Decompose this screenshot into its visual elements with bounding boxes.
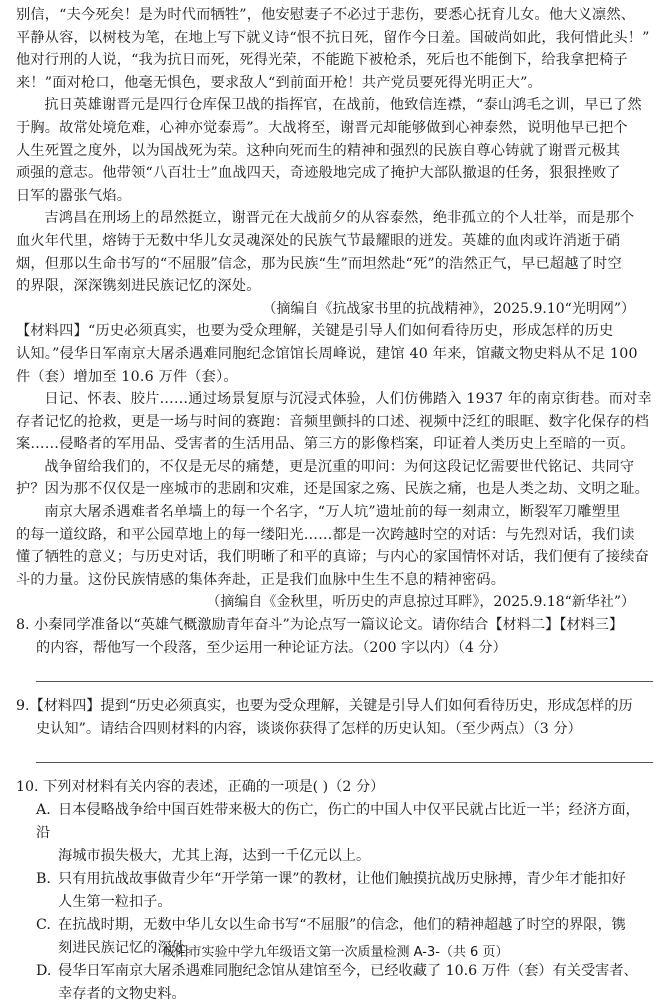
text-line: 护？因为那不仅仅是一座城市的悲剧和灾难，还是国家之殇、民族之痛，也是人类之劫、文明之耻。: [16, 481, 650, 498]
option-b[interactable]: [16, 868, 653, 891]
question-8: [16, 614, 653, 689]
page-footer: 咸阳市实验中学九年级语文第一次质量检测 A-3-（共 6 页）: [162, 945, 509, 960]
text-line: 来！”面对枪口，他毫无惧色，要求敌人“到前面开枪！共产党员要死得光明正大”。: [16, 74, 542, 91]
text-line: 日记、怀表、胶片……通过场景复原与沉浸式体验，人们仿佛踏入 1937 年的南京街巷。而对幸: [44, 391, 652, 408]
text-line: 他对行刑的人说，“我为抗日而死，死得光荣，不能跪下被枪杀，死后也不能倒下，给我拿把椅子: [16, 52, 628, 69]
question-text: 史认知”。请结合四则材料的内容，谈谈你获得了怎样的历史认知。（至少两点）（3 分）: [36, 720, 582, 737]
question-text: 10. 下列对材料有关内容的表述，正确的一项是( )（2 分）: [16, 779, 385, 796]
option-text: 人生第一粒扣子。: [58, 894, 172, 910]
text-line: 的界限，深深镌刻进民族记忆的深处。: [16, 278, 261, 295]
option-text: 刻进民族记忆的深处。: [58, 940, 200, 956]
answer-line: [36, 681, 653, 682]
text-line: 别信，“夫今死矣！是为时代而牺牲”，他安慰妻子不必过于悲伤，要悉心抚育儿女。他大义凛然、: [16, 7, 636, 23]
source-citation: （摘编自《金秋里，听历史的声息掠过耳畔》，2025.9.18“新华社”）: [206, 594, 635, 611]
option-label: B.: [36, 871, 51, 887]
question-10: [16, 776, 653, 1006]
question-text: 的内容，帮他写一个段落，至少运用一种论证方法。（200 字以内）（4 分）: [36, 639, 507, 656]
option-c[interactable]: [16, 914, 653, 937]
answer-line: [36, 762, 653, 763]
text-line: 人生死置之度外，以为国战死为荣。这种向死而生的精神和强烈的民族自尊心铸就了谢晋元极其: [16, 142, 621, 159]
text-line: 的每一道纹路，和平公园草地上的每一缕阳光……都是一次跨越时空的对话：与先烈对话，我们读: [16, 526, 635, 543]
text-line: 案……侵略者的军用品、受害者的生活用品、第三方的影像档案，印证着人类历史上至暗的一页。: [16, 436, 635, 453]
text-line: 南京大屠杀遇难者名单墙上的每一个名字，“万人坑”遗址前的每一刻肃立，断裂军刀雕塑里: [44, 504, 621, 521]
option-text: 幸存者的文物史料。: [58, 986, 186, 1002]
text-line: 存者记忆的抢救，更是一场与时间的赛跑：音频里颤抖的口述、视频中泛红的眼眶、数字化保存的档: [16, 413, 650, 430]
option-label: D.: [36, 963, 52, 979]
text-line: 斗的力量。这份民族情感的集体奔赴，正是我们血脉中生生不息的精神密码。: [16, 571, 506, 588]
text-line: 【材料四】“历史必须真实，也要为受众理解，关键是引导人们如何看待历史，形成怎样的历史: [16, 323, 614, 340]
source-citation: （摘编自《抗战家书里的抗战精神》，2025.9.10“光明网”）: [262, 300, 635, 317]
text-line: 平静从容，以树枝为笔，在地上写下就义诗“恨不抗日死，留作今日羞。国破尚如此，我何惜此头！”: [16, 29, 650, 46]
option-a[interactable]: [16, 799, 653, 845]
text-line: 吉鸿昌在刑场上的昂然挺立，谢晋元在大战前夕的从容泰然，绝非孤立的个人壮举，而是那个: [44, 210, 635, 227]
text-line: 抗日英雄谢晋元是四行仓库保卫战的指挥官，在战前，他致信连襟，“泰山鸿毛之训，早已了然: [44, 97, 642, 114]
text-line: 顽强的意志。他带领“八百壮士”血战四天，奇迹般地完成了掩护大部队撤退的任务，狠狠挫败了: [16, 165, 621, 182]
text-line: 件（套）增加至 10.6 万件（套）。: [16, 368, 238, 385]
material-four: [16, 320, 653, 614]
answer-area[interactable]: [16, 740, 653, 770]
option-text: 日本侵略战争给中国百姓带来极大的伤亡，伤亡的中国人中仅平民就占比近一半；经济方面，沿: [36, 802, 640, 841]
option-text: 侵华日军南京大屠杀遇难同胞纪念馆从建馆至今，已经收藏了 10.6 万件（套）有关受害者、: [58, 963, 638, 979]
text-line: 日军的嚣张气焰。: [16, 187, 132, 204]
option-text: 在抗战时期，无数中华儿女以生命书写“不屈服”的信念，他们的精神超越了时空的界限，镌: [58, 917, 626, 933]
text-line: 于胸。故常处境危难，心神亦觉泰焉”。大战将至，谢晋元却能够做到心神泰然，说明他早已把个: [16, 119, 628, 136]
option-d[interactable]: [16, 960, 653, 983]
text-line: 烟，但那以生命书写的“不屈服”信念，那为民族“生”而坦然赴“死”的浩然正气，早已超越了时空: [16, 255, 622, 272]
material-three-continued: [16, 4, 653, 320]
answer-area[interactable]: [16, 659, 653, 689]
text-line: 血火年代里，熔铸于无数中华儿女灵魂深处的民族气节最耀眼的迸发。英雄的血肉或许消逝于硝: [16, 232, 621, 249]
text-line: 认知。”侵华日军南京大屠杀遇难同胞纪念馆馆长周峰说，建馆 40 年来，馆藏文物史料从不足 100: [16, 345, 638, 362]
question-9: [16, 695, 653, 770]
option-label: A.: [36, 802, 51, 818]
text-line: 懂了牺牲的意义；与历史对话，我们明晰了和平的真谛；与内心的家国情怀对话，我们便有了接续奋: [16, 549, 650, 566]
question-text: 9.【材料四】提到“历史必须真实，也要为受众理解，关键是引导人们如何看待历史，形成怎样的历: [16, 698, 633, 715]
text-line: 战争留给我们的，不仅是无尽的痛楚，更是沉重的叩问：为何这段记忆需要世代铭记、共同守: [44, 458, 635, 475]
option-text: 海城市损失极大，尤其上海，达到一千亿元以上。: [58, 848, 371, 864]
option-label: C.: [36, 917, 51, 933]
question-text: 8. 小秦同学准备以“英雄气概激励青年奋斗”为论点写一篇议论文。请你结合【材料二】【材料三】: [16, 617, 624, 634]
option-text: 只有用抗战故事做青少年“开学第一课”的教材，让他们触摸抗战历史脉搏，青少年才能扣好: [58, 871, 626, 887]
